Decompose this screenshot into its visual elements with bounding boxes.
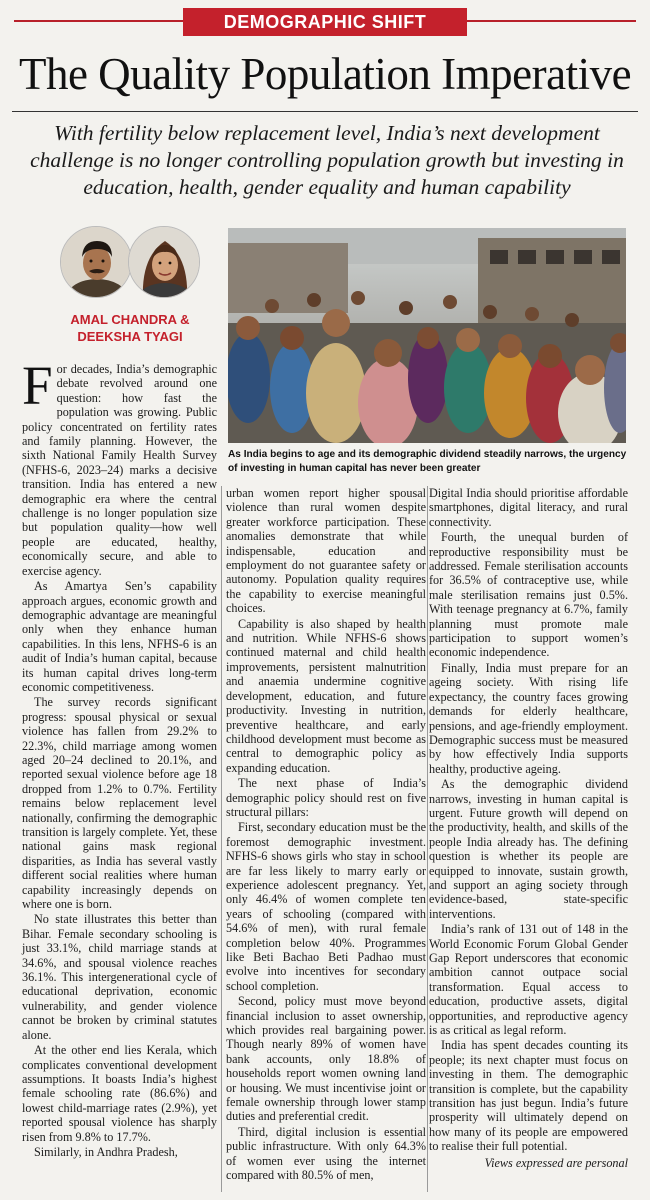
article-paragraph: Similarly, in Andhra Pradesh,	[34, 1144, 178, 1159]
article-paragraph: The survey records significant progress: spousal physical or sexual violence has fallen from 29.2% to 22.3%, child marriage among women aged 20–24 declined to 20.1%, and reported sexual violence before age 18 dropped from 1.2% to 0.7%. Fertility remains below replacement level nationally, confirming the demographic transition is largely complete. Yet, these national gains mask regional disparities, as India has several vastly different social realities where human capability increasingly depends on where one is born.	[22, 695, 217, 912]
column-divider-2	[427, 486, 428, 1192]
section-kicker: DEMOGRAPHIC SHIFT	[183, 8, 467, 36]
crowd-photo	[228, 228, 626, 443]
article-paragraph: As the demographic dividend narrows, investing in human capital is urgent. Future growth will depend on the productivity, health, and skills of the people India already has. The defining question is whether its people are equipped to innovate, sustain growth, and support an aging society through evidence-based, state-specific interventions.	[429, 777, 628, 921]
deck-subheading: With fertility below replacement level, India’s next development challenge is no longer controlling population growth but investing in education, health, gender equality and human capability	[30, 121, 624, 199]
headline: The Quality Population Imperative	[18, 49, 632, 99]
article-paragraph: Capability is also shaped by health and nutrition. While NFHS-6 shows continued maternal and child health improvements, persistent malnutrition and anaemia undermine cognitive development, education, and future productivity. Investing in nutrition, preventive healthcare, and early childhood development must become as central to demographic policy as expanding education.	[226, 616, 426, 775]
article-paragraph: Fourth, the unequal burden of reproductive responsibility must be addressed. Female sterilisation accounts for 36.5% of contraceptive use, while male sterilisation remains just 0.5%. With teenage pregnancy at 6.7%, family planning must promote male participation to support women’s economic independence.	[429, 530, 628, 660]
byline-line-1: AMAL CHANDRA &	[70, 312, 190, 327]
article-column-3	[429, 486, 628, 1171]
article-paragraph: At the other end lies Kerala, which complicates conventional development assumptions. It boasts India’s highest female schooling rate (86.6%) and lowest child-marriage rates (2.9%), yet reported spousal violence has sharply risen from 9.8% to 17.7%.	[22, 1043, 217, 1144]
headline-rule	[12, 111, 638, 112]
article-column-2	[226, 486, 426, 1184]
article-paragraph: The next phase of India’s demographic policy should rest on five structural pillars:	[226, 776, 426, 819]
article-paragraph: India’s rank of 131 out of 148 in the World Economic Forum Global Gender Gap Report underscores that economic ambition cannot outpace social transformation. Equal access to education, productive assets, digital opportunities, and reproductive agency is as critical as legal reform.	[429, 922, 628, 1038]
article-paragraph: As Amartya Sen’s capability approach argues, economic growth and demographic advantage are meaningful only when they enhance human capabilities. In this lens, NFHS-6 is an audit of India’s human capital, because its human capital drives long-term economic competitiveness.	[22, 579, 217, 694]
article-paragraph: First, secondary education must be the foremost demographic investment. NFHS-6 shows girls who stay in school are far less likely to marry early or experience adolescent pregnancy. Yet, only 46.4% of women complete ten years of schooling (compared with 54.6% of men), with rural female completion below 40%. Programmes like Beti Bachao Beti Padhao must evolve into incentives for secondary school completion.	[226, 820, 426, 993]
article-paragraph: Finally, India must prepare for an ageing society. With rising life expectancy, the country faces growing demands for elderly healthcare, pensions, and age-friendly employment. Demographic success must be measured by how effectively India supports healthy, productive ageing.	[429, 660, 628, 776]
column-divider-1	[221, 486, 222, 1192]
author-avatar-deeksha	[128, 226, 200, 298]
photo-caption: As India begins to age and its demographic dividend steadily narrows, the urgency of investing in human capital has never been greater	[228, 449, 627, 474]
article-paragraph: Second, policy must move beyond financial inclusion to asset ownership, which provides real bargaining power. Though nearly 89% of women have bank accounts, only 18.8% of households report women owning land or housing. We must incentivise joint or female ownership through lower stamp duties and preferential credit.	[226, 994, 426, 1124]
article-paragraph: Digital India should prioritise affordable smartphones, digital literacy, and rural connectivity.	[429, 486, 628, 529]
author-avatar-amal	[60, 226, 132, 298]
author-portraits	[56, 226, 206, 306]
byline	[60, 311, 200, 345]
article-column-1	[22, 355, 217, 1160]
article-paragraph: No state illustrates this better than Bihar. Female secondary schooling is just 33.1%, child marriage stands at 34.6%, and spousal violence reaches 36.1%. This intergenerational cycle of educational deprivation, economic vulnerability, and gender violence cannot be broken by criminal statutes alone.	[22, 912, 217, 1042]
disclaimer-note: Views expressed are personal	[484, 1155, 628, 1170]
drop-cap: F	[22, 355, 53, 416]
article-paragraph: India has spent decades counting its people; its next chapter must focus on investing in them. The demographic transition is complete, but the capability transition has just begun. India’s future prosperity will ultimately depend on how many of its people are empowered to realise their full potential.	[429, 1038, 628, 1154]
article-paragraph: urban women report higher spousal violence than rural women despite greater workforce participation. These anomalies demonstrate that while indispensable, education and employment do not guarantee safety or autonomy. Population quality requires the capability to exercise meaningful choices.	[226, 486, 426, 616]
byline-line-2: DEEKSHA TYAGI	[77, 329, 183, 344]
article-paragraph: Third, digital inclusion is essential public infrastructure. With only 64.3% of women ever using the internet compared with 80.5% of men,	[226, 1124, 426, 1183]
article-paragraph: For decades, India’s demographic debate revolved around one question: how fast the population was growing. Public policy concentrated on fertility rates and family planning. However, the sixth National Family Health Survey (NFHS-6, 2023–24) marks a decisive transition. India has entered a new demographic era where the central challenge is no longer population size but population quality—how well people are educated, healthy, economically secure, and able to exercise agency.	[22, 355, 217, 578]
